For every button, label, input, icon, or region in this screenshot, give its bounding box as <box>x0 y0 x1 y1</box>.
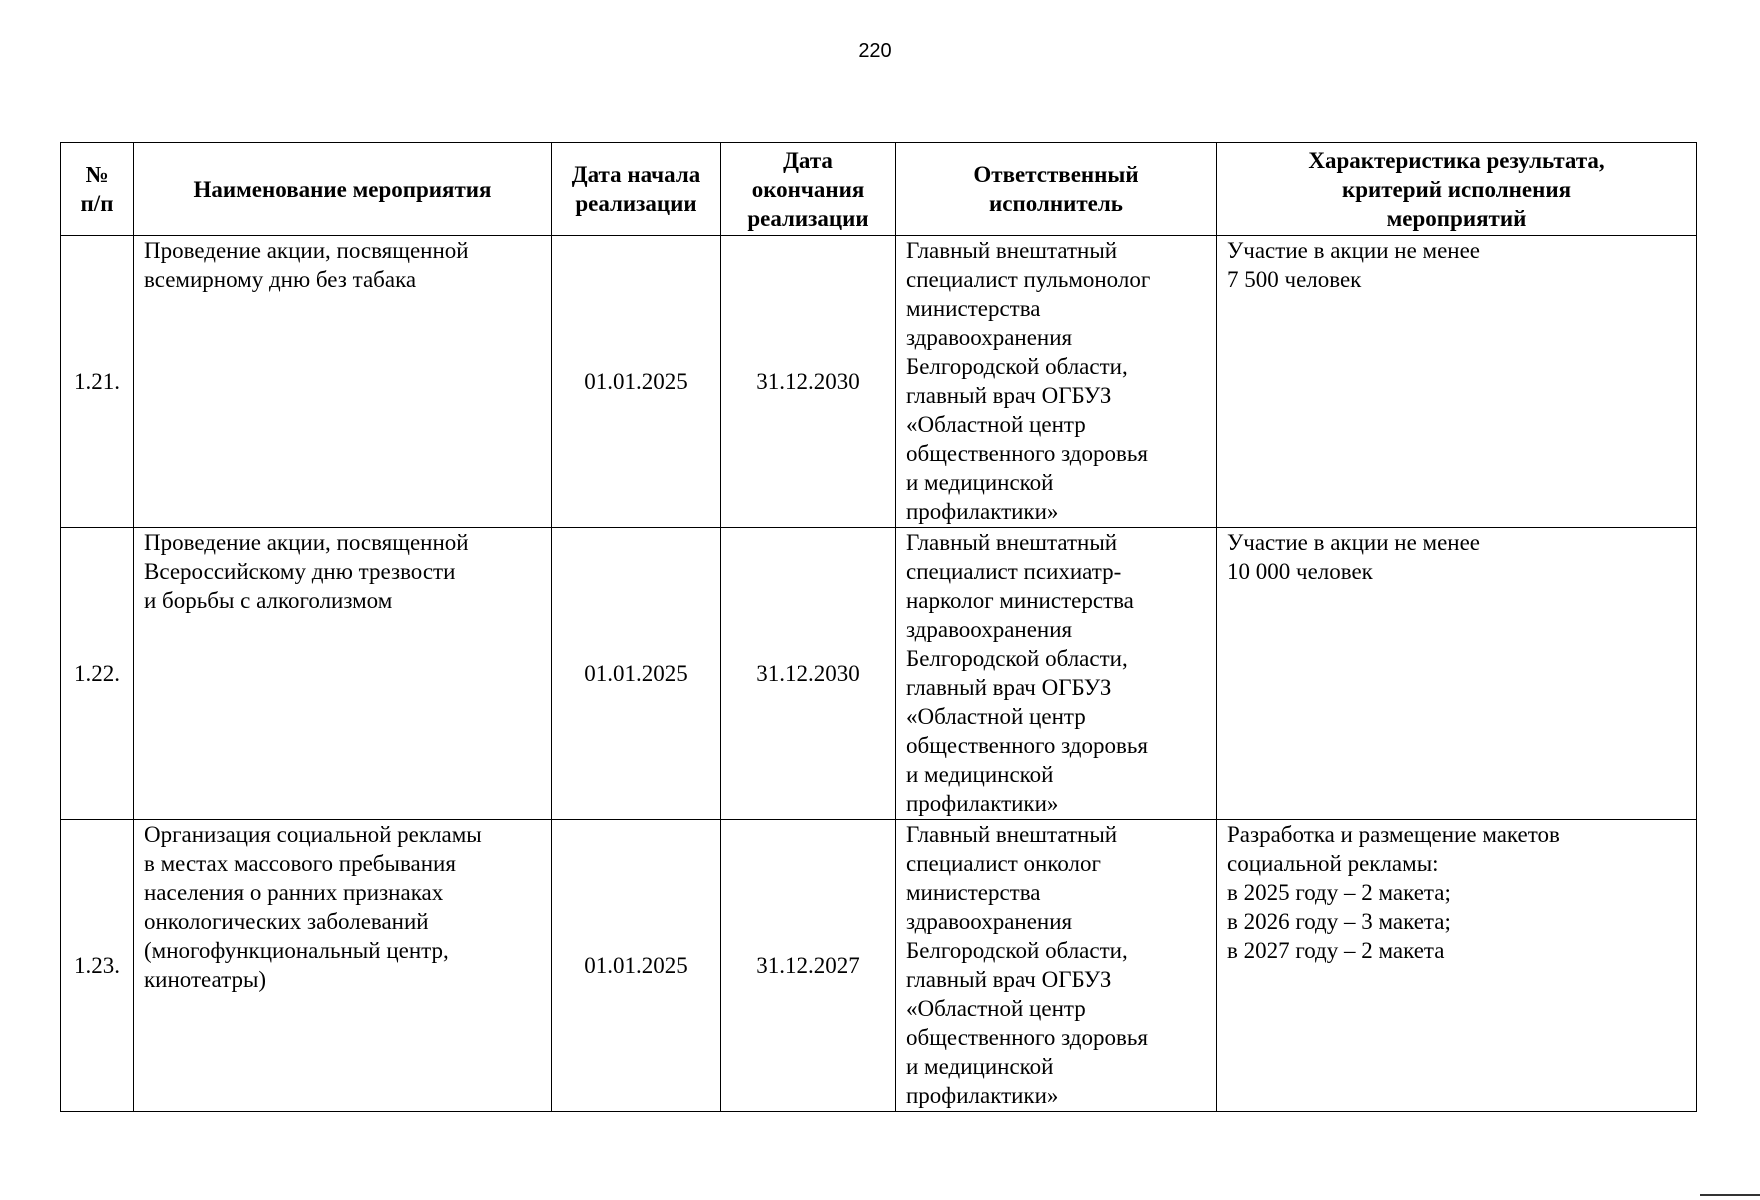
row-result: Участие в акции не менее 7 500 человек <box>1217 236 1697 528</box>
table-row <box>61 236 1697 528</box>
row-num: 1.21. <box>61 236 134 528</box>
row-end-date: 31.12.2030 <box>721 528 896 820</box>
header-result: Характеристика результата, критерий исполнения мероприятий <box>1217 143 1697 236</box>
table-row <box>61 820 1697 1112</box>
row-result: Разработка и размещение макетов социальной рекламы: в 2025 году – 2 макета; в 2026 году – 3 макета; в 2027 году – 2 макета <box>1217 820 1697 1112</box>
row-start-date: 01.01.2025 <box>552 820 721 1112</box>
row-num: 1.22. <box>61 528 134 820</box>
header-responsible: Ответственный исполнитель <box>896 143 1217 236</box>
row-start-date: 01.01.2025 <box>552 528 721 820</box>
page-number: 220 <box>858 40 892 62</box>
row-num: 1.23. <box>61 820 134 1112</box>
row-end-date: 31.12.2027 <box>721 820 896 1112</box>
row-responsible: Главный внештатный специалист пульмонолог министерства здравоохранения Белгородской области, главный врач ОГБУЗ «Областной центр общественного здоровья и медицинской профилактики» <box>896 236 1217 528</box>
row-responsible: Главный внештатный специалист онколог министерства здравоохранения Белгородской области, главный врач ОГБУЗ «Областной центр общественного здоровья и медицинской профилактики» <box>896 820 1217 1112</box>
scan-edge-line <box>1700 1194 1760 1196</box>
row-responsible: Главный внештатный специалист психиатр- нарколог министерства здравоохранения Белгородской области, главный врач ОГБУЗ «Областной центр общественного здоровья и медицинской профилактики» <box>896 528 1217 820</box>
table-row <box>61 528 1697 820</box>
row-start-date: 01.01.2025 <box>552 236 721 528</box>
activities-table <box>60 142 1697 1112</box>
header-end-date: Дата окончания реализации <box>721 143 896 236</box>
table-header-row <box>61 143 1697 236</box>
row-name: Проведение акции, посвященной всемирному дню без табака <box>134 236 552 528</box>
header-num: № п/п <box>61 143 134 236</box>
row-name: Организация социальной рекламы в местах массового пребывания населения о ранних признаках онкологических заболеваний (многофункциональный центр, кинотеатры) <box>134 820 552 1112</box>
row-end-date: 31.12.2030 <box>721 236 896 528</box>
row-result: Участие в акции не менее 10 000 человек <box>1217 528 1697 820</box>
header-start-date: Дата начала реализации <box>552 143 721 236</box>
header-name: Наименование мероприятия <box>134 143 552 236</box>
row-name: Проведение акции, посвященной Всероссийскому дню трезвости и борьбы с алкоголизмом <box>134 528 552 820</box>
